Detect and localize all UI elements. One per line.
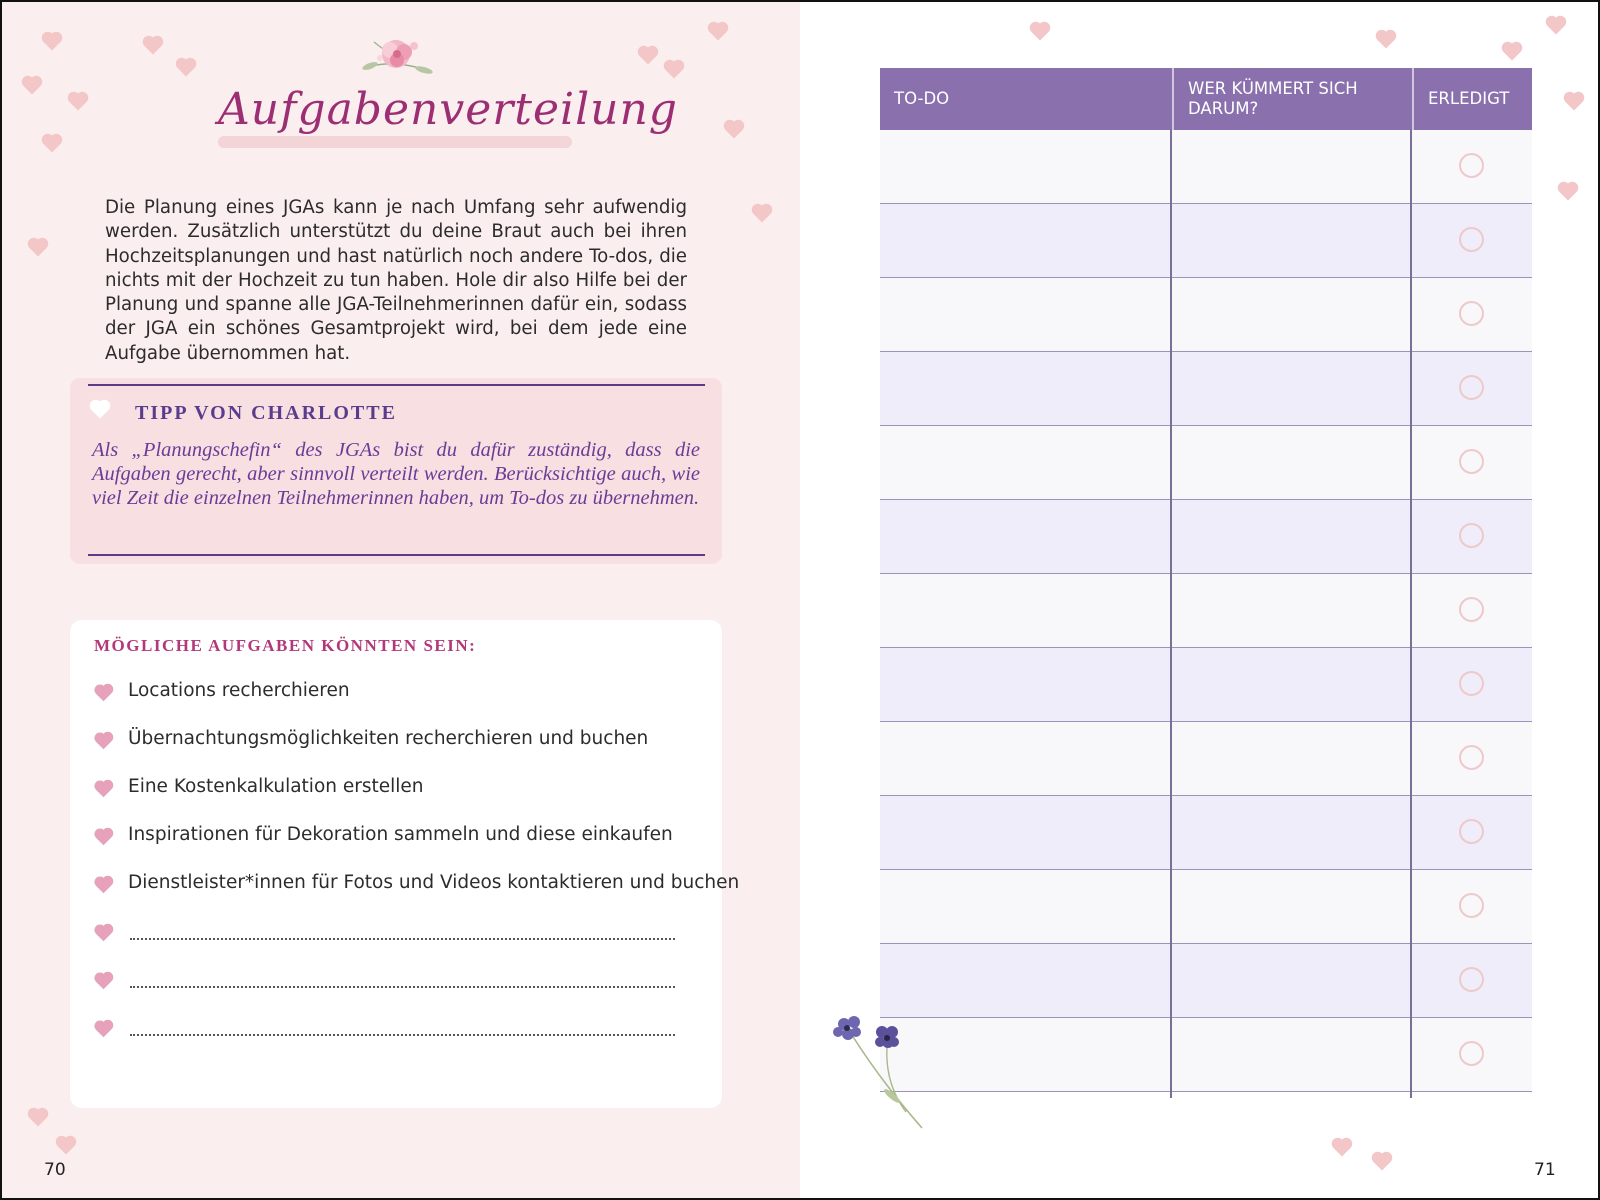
- tip-box: [70, 378, 722, 564]
- blank-list-item[interactable]: [94, 918, 704, 948]
- done-checkbox[interactable]: [1459, 671, 1484, 696]
- heart-icon: [44, 136, 61, 153]
- tasks-box: [70, 620, 740, 1108]
- heart-icon: [1560, 184, 1577, 201]
- heart-icon: [1374, 1154, 1391, 1171]
- heart-bullet-icon: [96, 878, 112, 894]
- done-checkbox[interactable]: [1459, 227, 1484, 252]
- table-row[interactable]: [880, 426, 1532, 500]
- done-checkbox[interactable]: [1459, 523, 1484, 548]
- done-checkbox[interactable]: [1459, 375, 1484, 400]
- header-done: ERLEDIGT: [1428, 89, 1510, 108]
- tip-bottom-divider: [88, 554, 705, 556]
- task-text: Eine Kostenkalkulation erstellen: [128, 776, 424, 797]
- heart-icon: [24, 78, 41, 95]
- violet-flower-illustration: [830, 1010, 930, 1130]
- table-row[interactable]: [880, 648, 1532, 722]
- heart-icon: [1032, 24, 1049, 41]
- tip-text: Als „Planungschefin“ des JGAs bist du dafür zuständig, dass die Aufgaben gerecht, aber sinnvoll verteilt werden. Berücksichtige auch, wie viel Zeit die einzelnen Teilnehmerinnen haben, um To-dos zu übernehmen.: [92, 439, 700, 509]
- table-row[interactable]: [880, 1018, 1532, 1092]
- done-checkbox[interactable]: [1459, 1041, 1484, 1066]
- table-row[interactable]: [880, 944, 1532, 1018]
- table-row[interactable]: [880, 500, 1532, 574]
- todo-table: [880, 68, 1532, 1098]
- heart-icon: [640, 48, 657, 65]
- table-header: [880, 68, 1532, 130]
- page-number-right: 71: [1534, 1160, 1556, 1180]
- heart-bullet-icon: [96, 830, 112, 846]
- heart-icon: [30, 1110, 47, 1127]
- dotted-write-line[interactable]: [130, 938, 675, 940]
- heart-icon: [726, 122, 743, 139]
- table-body: [880, 130, 1532, 1098]
- task-text: Übernachtungsmöglichkeiten recherchieren und buchen: [128, 728, 649, 749]
- heart-icon: [58, 1138, 75, 1155]
- done-checkbox[interactable]: [1459, 745, 1484, 770]
- page-title: Aufgabenverteilung: [218, 84, 678, 135]
- table-row[interactable]: [880, 204, 1532, 278]
- list-item: [94, 678, 704, 708]
- table-row[interactable]: [880, 352, 1532, 426]
- intro-paragraph: Die Planung eines JGAs kann je nach Umfang sehr aufwendig werden. Zusätzlich unterstützt du deine Braut auch bei ihren Hochzeitsplanungen und hast natürlich noch andere To-dos, die nichts mit der Hochzeit zu tun haben. Hole dir also Hilfe bei der Planung und spanne alle JGA-Teilnehmerinnen dafür ein, sodass der JGA ein schönes Gesamtprojekt wird, bei dem jede eine Aufgabe übernommen hat.: [105, 197, 687, 364]
- done-checkbox[interactable]: [1459, 819, 1484, 844]
- list-item: [94, 870, 740, 900]
- list-item: [94, 822, 704, 852]
- heart-icon: [1378, 32, 1395, 49]
- heart-icon: [70, 94, 87, 111]
- dotted-write-line[interactable]: [130, 1034, 675, 1036]
- done-checkbox[interactable]: [1459, 153, 1484, 178]
- heart-bullet-icon: [96, 974, 112, 990]
- table-row[interactable]: [880, 722, 1532, 796]
- list-item: [94, 726, 704, 756]
- done-checkbox[interactable]: [1459, 597, 1484, 622]
- table-row[interactable]: [880, 796, 1532, 870]
- heart-icon: [44, 34, 61, 51]
- header-responsible: WER KÜMMERT SICH DARUM?: [1188, 79, 1358, 118]
- blank-list-item[interactable]: [94, 966, 704, 996]
- heart-bullet-icon: [96, 686, 112, 702]
- heart-bullet-icon: [96, 734, 112, 750]
- heart-icon: [754, 206, 771, 223]
- heart-bullet-icon: [96, 782, 112, 798]
- task-text: Inspirationen für Dekoration sammeln und diese einkaufen: [128, 824, 673, 845]
- table-row[interactable]: [880, 574, 1532, 648]
- table-row[interactable]: [880, 130, 1532, 204]
- tip-title: TIPP VON CHARLOTTE: [135, 402, 397, 424]
- heart-icon: [666, 62, 683, 79]
- title-underline: [218, 136, 572, 148]
- done-checkbox[interactable]: [1459, 967, 1484, 992]
- tip-top-divider: [88, 384, 705, 386]
- title-block: [218, 84, 678, 154]
- task-text: Locations recherchieren: [128, 680, 350, 701]
- tasks-title: MÖGLICHE AUFGABEN KÖNNTEN SEIN:: [94, 636, 477, 655]
- header-todo: TO-DO: [894, 89, 950, 108]
- heart-bullet-icon: [96, 926, 112, 942]
- heart-icon: [1334, 1140, 1351, 1157]
- heart-icon: [1566, 94, 1583, 111]
- flower-illustration: [354, 28, 438, 84]
- done-checkbox[interactable]: [1459, 449, 1484, 474]
- heart-icon: [92, 402, 109, 419]
- list-item: [94, 774, 704, 804]
- column-divider: [1410, 130, 1412, 1098]
- heart-icon: [1548, 18, 1565, 35]
- blank-list-item[interactable]: [94, 1014, 704, 1044]
- heart-icon: [145, 38, 162, 55]
- heart-icon: [710, 24, 727, 41]
- task-text: Dienstleister*innen für Fotos und Videos kontaktieren und buchen: [128, 872, 740, 893]
- table-row[interactable]: [880, 278, 1532, 352]
- heart-icon: [1504, 44, 1521, 61]
- heart-icon: [178, 60, 195, 77]
- dotted-write-line[interactable]: [130, 986, 675, 988]
- heart-icon: [30, 240, 47, 257]
- done-checkbox[interactable]: [1459, 893, 1484, 918]
- page-number-left: 70: [44, 1160, 66, 1180]
- done-checkbox[interactable]: [1459, 301, 1484, 326]
- column-divider: [1170, 130, 1172, 1098]
- heart-bullet-icon: [96, 1022, 112, 1038]
- table-row[interactable]: [880, 870, 1532, 944]
